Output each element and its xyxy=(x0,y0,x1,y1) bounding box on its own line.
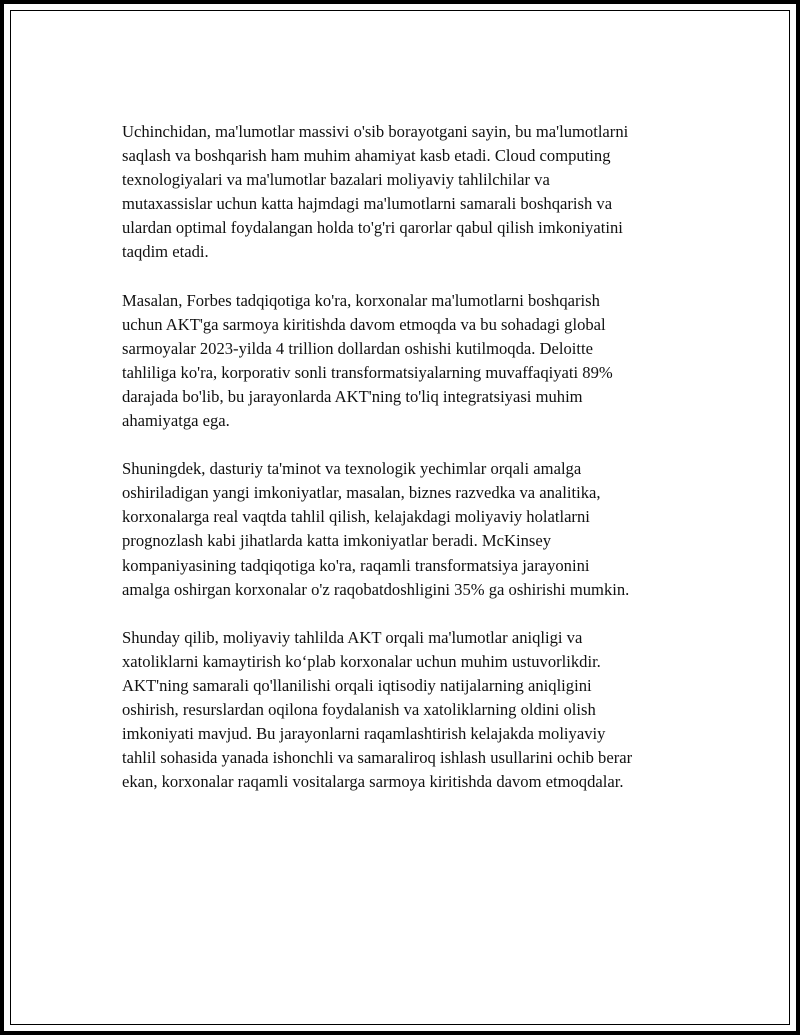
text-line: Shuningdek, dasturiy ta'minot va texnologik yechimlar orqali amalga xyxy=(122,459,582,479)
text-line: ulardan optimal foydalangan holda to'g'ri qarorlar qabul qilish imkoniyatini xyxy=(122,218,623,238)
text-line: saqlash va boshqarish ham muhim ahamiyat kasb etadi. Cloud computing xyxy=(122,146,611,166)
text-line: texnologiyalari va ma'lumotlar bazalari moliyaviy tahlilchilar va xyxy=(122,170,550,190)
paragraph-2 xyxy=(122,289,694,434)
text-line: imkoniyati mavjud. Bu jarayonlarni raqamlashtirish kelajakda moliyaviy xyxy=(122,724,606,744)
text-line: taqdim etadi. xyxy=(122,242,209,262)
text-line: ekan, korxonalar raqamli vositalarga sarmoya kiritishda davom etmoqdalar. xyxy=(122,772,624,792)
text-line: oshiriladigan yangi imkoniyatlar, masalan, biznes razvedka va analitika, xyxy=(122,483,601,503)
text-line: sarmoyalar 2023-yilda 4 trillion dollardan oshishi kutilmoqda. Deloitte xyxy=(122,338,593,358)
text-line: Uchinchidan, ma'lumotlar massivi o'sib borayotgani sayin, bu ma'lumotlarni xyxy=(122,122,629,141)
text-line: korxonalarga real vaqtda tahlil qilish, kelajakdagi moliyaviy holatlarni xyxy=(122,507,590,527)
text-line: mutaxassislar uchun katta hajmdagi ma'lumotlarni samarali boshqarish va xyxy=(122,194,613,214)
text-line: kompaniyasining tadqiqotiga ko'ra, raqamli transformatsiya jarayonini xyxy=(122,555,590,575)
text-line: oshirish, resurslardan oqilona foydalanish va xatoliklarning oldini olish xyxy=(122,699,596,719)
text-line: Masalan, Forbes tadqiqotiga ko'ra, korxonalar ma'lumotlarni boshqarish xyxy=(122,290,600,310)
paragraph-4 xyxy=(122,626,694,795)
paragraph-3 xyxy=(122,457,694,602)
text-line: AKT'ning samarali qo'llanilishi orqali iqtisodiy natijalarning aniqligini xyxy=(122,675,592,695)
text-line: tahlil sohasida yanada ishonchli va samaraliroq ishlash usullarini ochib berar xyxy=(122,748,633,768)
text-line: xatoliklarni kamaytirish ko‘plab korxonalar uchun muhim ustuvorlikdir. xyxy=(122,651,601,671)
text-line: tahliliga ko'ra, korporativ sonli transformatsiyalarning muvaffaqiyati 89% xyxy=(122,362,613,382)
document-body xyxy=(122,120,694,818)
text-line: uchun AKT'ga sarmoya kiritishda davom etmoqda va bu sohadagi global xyxy=(122,314,606,334)
text-line: amalga oshirgan korxonalar o'z raqobatdoshligini 35% ga oshirishi mumkin. xyxy=(122,579,630,599)
text-line: darajada bo'lib, bu jarayonlarda AKT'ning to'liq integratsiyasi muhim xyxy=(122,386,583,406)
text-line: prognozlash kabi jihatlarda katta imkoniyatlar beradi. McKinsey xyxy=(122,531,551,551)
paragraph-1 xyxy=(122,120,694,265)
text-line: ahamiyatga ega. xyxy=(122,411,230,431)
text-line: Shunday qilib, moliyaviy tahlilda AKT orqali ma'lumotlar aniqligi va xyxy=(122,627,583,647)
